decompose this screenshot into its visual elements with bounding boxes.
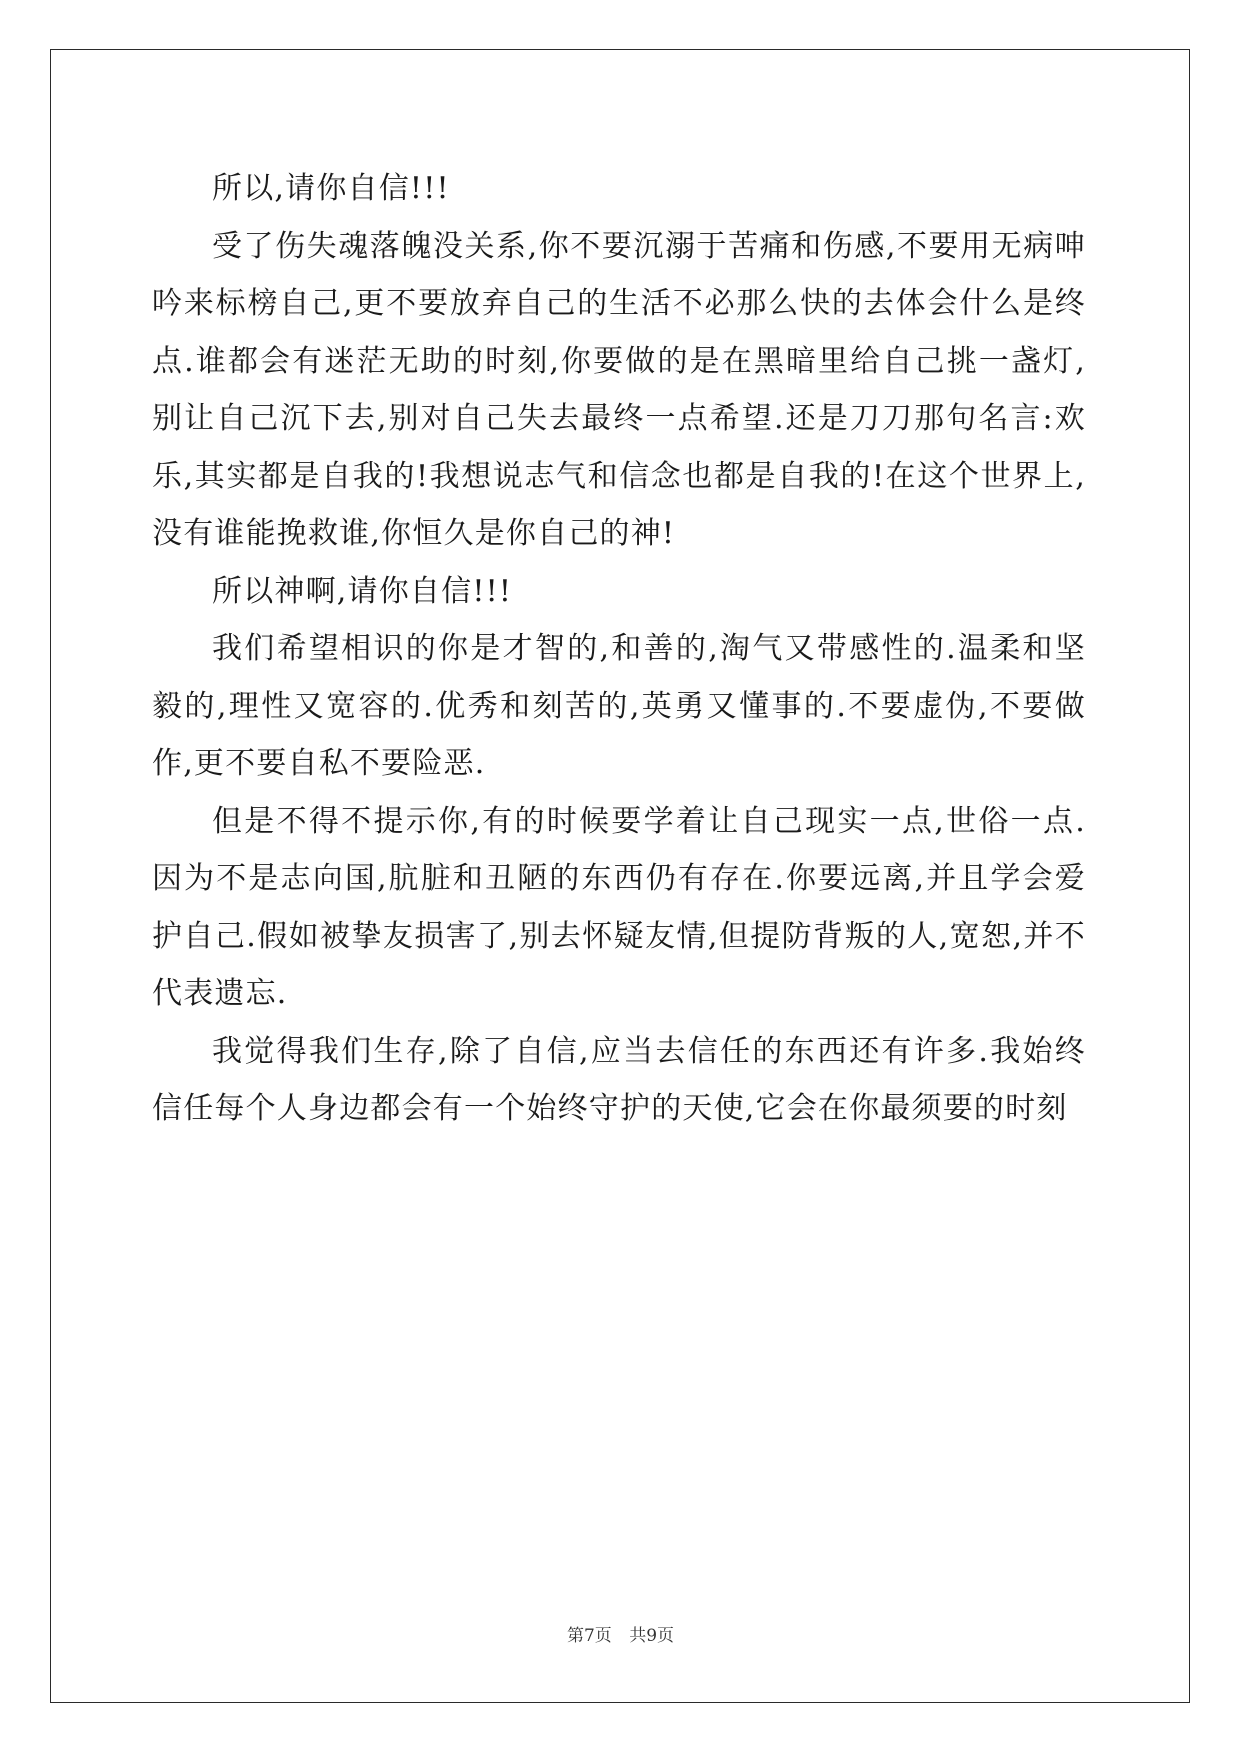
paragraph: 但是不得不提示你,有的时候要学着让自己现实一点,世俗一点.因为不是志向国,肮脏和丑陋的东西仍有存在.你要远离,并且学会爱护自己.假如被挚友损害了,别去怀疑友情,但提防背叛的人,宽恕,并不代表遗忘. xyxy=(152,803,1086,1011)
page-footer xyxy=(0,1621,1241,1646)
paragraph: 所以,请你自信!!! xyxy=(212,171,450,206)
document-body xyxy=(152,160,1086,1138)
page-total: 共9页 xyxy=(629,1626,675,1646)
paragraph: 我们希望相识的你是才智的,和善的,淘气又带感性的.温柔和坚毅的,理性又宽容的.优秀和刻苦的,英勇又懂事的.不要虚伪,不要做作,更不要自私不要险恶. xyxy=(152,631,1086,781)
paragraph: 我觉得我们生存,除了自信,应当去信任的东西还有许多.我始终信任每个人身边都会有一个始终守护的天使,它会在你最须要的时刻 xyxy=(152,1033,1086,1126)
paragraph: 受了伤失魂落魄没关系,你不要沉溺于苦痛和伤感,不要用无病呻吟来标榜自己,更不要放弃自己的生活不必那么快的去体会什么是终点.谁都会有迷茫无助的时刻,你要做的是在黑暗里给自己挑一盏灯,别让自己沉下去,别对自己失去最终一点希望.还是刀刀那句名言:欢乐,其实都是自我的!我想说志气和信念也都是自我的!在这个世界上,没有谁能挽救谁,你恒久是你自己的神! xyxy=(152,228,1086,551)
page-number: 第7页 xyxy=(566,1626,612,1646)
paragraph: 所以神啊,请你自信!!! xyxy=(212,573,513,609)
